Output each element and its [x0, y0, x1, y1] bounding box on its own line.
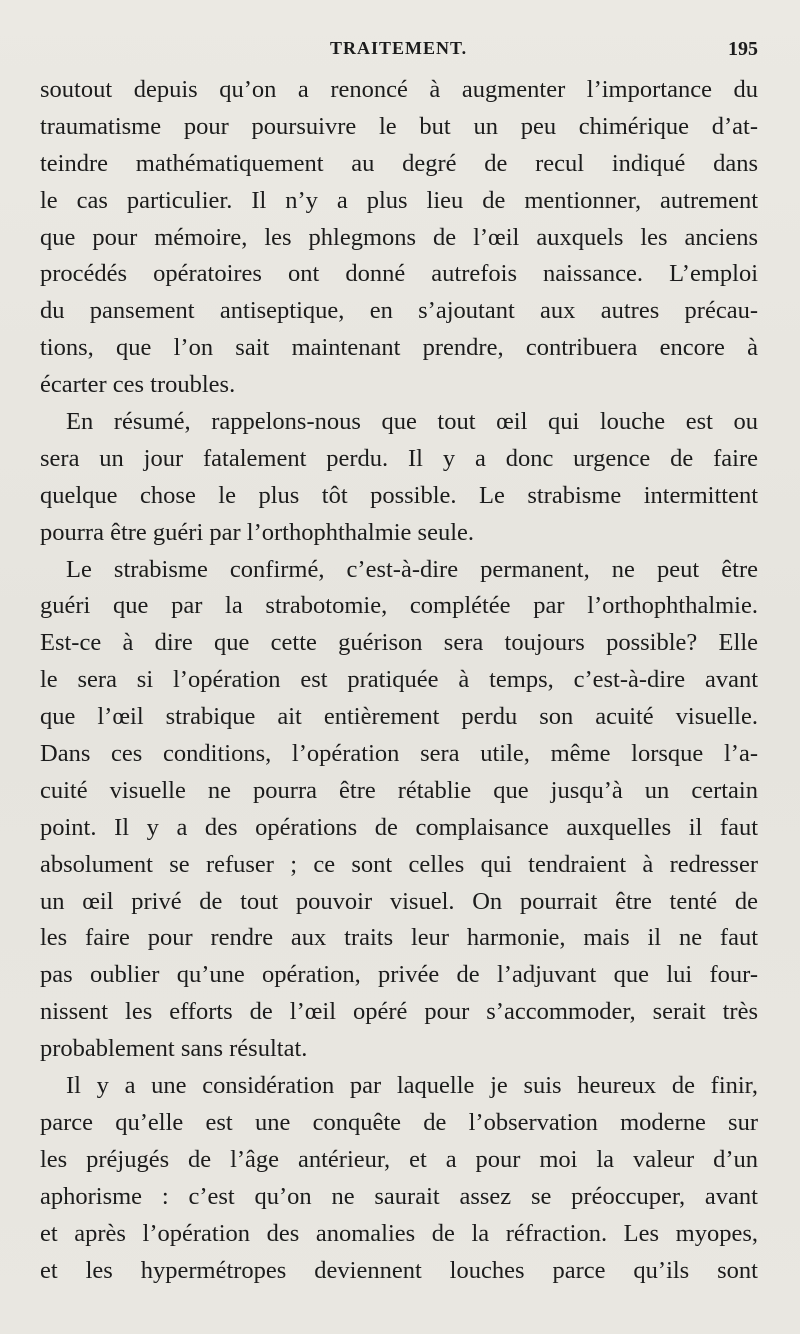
text-line: Est-ce à dire que cette guérison sera toujours possible? Elle — [40, 629, 758, 657]
text-line: et après l’opération des anomalies de la réfraction. Les myopes, — [40, 1219, 758, 1247]
page-header — [0, 38, 800, 62]
text-line: que l’œil strabique ait entièrement perdu son acuité visuelle. — [40, 703, 758, 731]
paragraph — [40, 552, 758, 1068]
text-line: tions, que l’on sait maintenant prendre, contribuera encore à — [40, 334, 758, 362]
text-line: absolument se refuser ; ce sont celles qui tendraient à redresser — [40, 850, 758, 878]
text-line: pas oublier qu’une opération, privée de l’adjuvant que lui four- — [40, 961, 758, 989]
text-line: Le strabisme confirmé, c’est-à-dire permanent, ne peut être — [66, 555, 758, 583]
text-line: les faire pour rendre aux traits leur harmonie, mais il ne faut — [40, 924, 758, 952]
text-line: traumatisme pour poursuivre le but un peu chimérique d’at- — [40, 112, 758, 140]
text-line: probablement sans résultat. — [40, 1035, 308, 1063]
text-line: et les hypermétropes deviennent louches parce qu’ils sont — [40, 1256, 758, 1284]
text-line: cuité visuelle ne pourra être rétablie que jusqu’à un certain — [40, 776, 758, 804]
page-number: 195 — [728, 38, 758, 60]
text-line: pourra être guéri par l’orthophthalmie seule. — [40, 518, 475, 546]
text-line: du pansement antiseptique, en s’ajoutant aux autres précau- — [40, 297, 758, 325]
text-line: point. Il y a des opérations de complaisance auxquelles il faut — [40, 813, 758, 841]
text-line: procédés opératoires ont donné autrefois naissance. L’emploi — [40, 260, 758, 288]
text-line: sera un jour fatalement perdu. Il y a donc urgence de faire — [40, 444, 758, 472]
running-title: TRAITEMENT. — [330, 38, 468, 58]
text-line: Il y a une considération par laquelle je suis heureux de finir, — [66, 1072, 758, 1100]
paragraph — [40, 404, 758, 552]
text-line: le sera si l’opération est pratiquée à temps, c’est-à-dire avant — [40, 666, 758, 694]
text-line: En résumé, rappelons-nous que tout œil qui louche est ou — [66, 408, 758, 436]
text-line: écarter ces troubles. — [40, 371, 236, 399]
text-line: teindre mathématiquement au degré de recul indiqué dans — [40, 149, 758, 177]
body-text — [40, 72, 758, 1289]
text-line: soutout depuis qu’on a renoncé à augmenter l’importance du — [40, 76, 758, 103]
paragraph — [40, 72, 758, 404]
text-line: nissent les efforts de l’œil opéré pour s’accommoder, serait très — [40, 998, 758, 1026]
text-line: aphorisme : c’est qu’on ne saurait assez se préoccuper, avant — [40, 1182, 758, 1210]
text-line: guéri que par la strabotomie, complétée par l’orthophthalmie. — [40, 592, 758, 620]
text-line: Dans ces conditions, l’opération sera utile, même lorsque l’a- — [40, 740, 758, 768]
text-line: parce qu’elle est une conquête de l’observation moderne sur — [40, 1108, 758, 1136]
text-line: un œil privé de tout pouvoir visuel. On pourrait être tenté de — [40, 887, 758, 915]
text-line: que pour mémoire, les phlegmons de l’œil auxquels les anciens — [40, 223, 758, 251]
paragraph — [40, 1068, 758, 1289]
text-line: les préjugés de l’âge antérieur, et a pour moi la valeur d’un — [40, 1145, 758, 1173]
text-line: quelque chose le plus tôt possible. Le strabisme intermittent — [40, 481, 758, 509]
text-line: le cas particulier. Il n’y a plus lieu de mentionner, autrement — [40, 186, 758, 214]
